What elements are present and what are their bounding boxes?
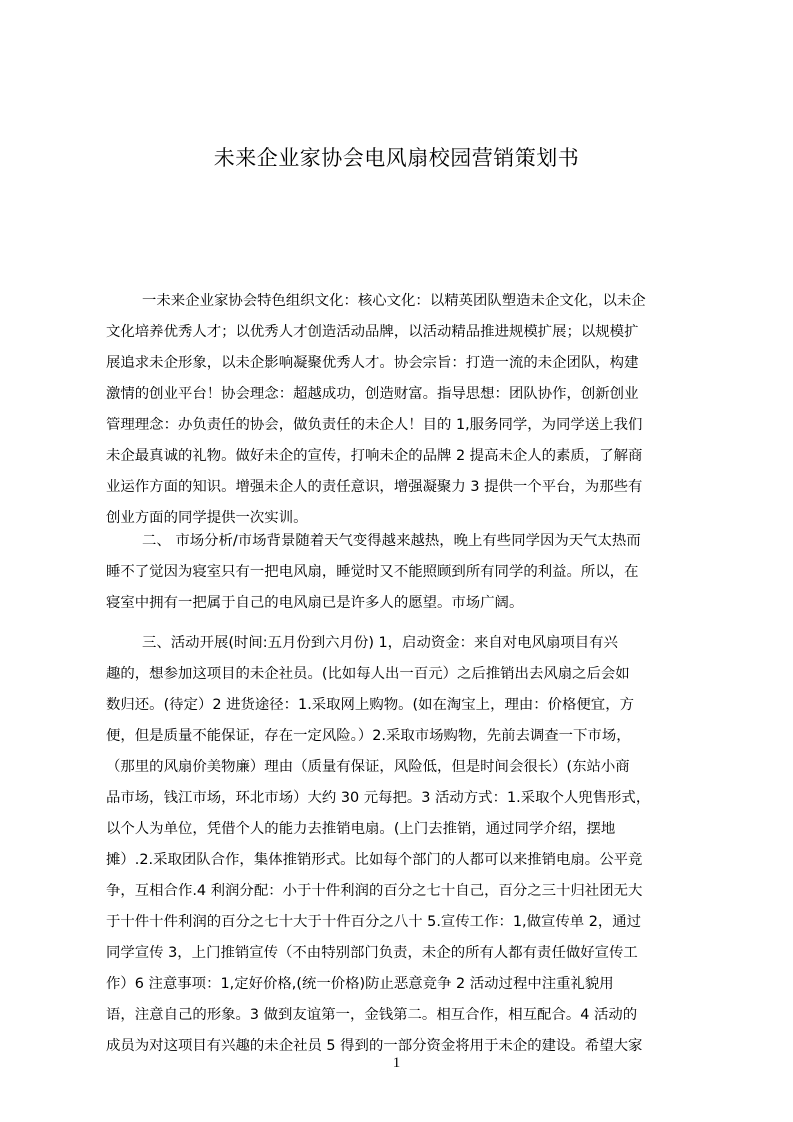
- text-line: 二、 市场分析/市场背景随着天气变得越来越热，晚上有些同学因为天气太热而: [142, 533, 641, 549]
- text-line: 摊）.2.采取团队合作，集体推销形式。比如每个部门的人都可以来推销电扇。公平竞: [106, 852, 643, 868]
- text-line: 管理理念：办负责任的协会，做负责任的未企人！目的 1,服务同学，为同学送上我们: [106, 417, 643, 433]
- text-line: 便，但是质量不能保证，存在一定风险。）2.采取市场购物，先前去调查一下市场，: [106, 728, 631, 744]
- document-title: 未来企业家协会电风扇校园营销策划书: [213, 146, 580, 170]
- text-line: 一未来企业家协会特色组织文化：核心文化：以精英团队塑造未企文化，以未企: [142, 293, 646, 309]
- text-line: 展追求未企形象，以未企影响凝聚优秀人才。协会宗旨：打造一流的未企团队，构建: [106, 355, 639, 371]
- text-line: 三、活动开展(时间:五月份到六月份) 1，启动资金：来自对电风扇项目有兴: [142, 635, 618, 651]
- text-line: 争，互相合作.4 利润分配：小于十件利润的百分之七十自己，百分之三十归社团无大: [106, 883, 643, 899]
- paragraph-market-analysis: [106, 526, 698, 619]
- text-line: 品市场，钱江市场，环北市场）大约 30 元每把。3 活动方式：1.采取个人兜售形式，: [106, 790, 651, 806]
- text-line: 寝室中拥有一把属于自己的电风扇已是许多人的愿望。市场广阔。: [106, 595, 524, 611]
- page-number: 1: [392, 1055, 401, 1071]
- text-line: 激情的创业平台！协会理念：超越成功，创造财富。指导思想：团队协作，创新创业: [106, 386, 639, 402]
- text-line: 语，注意自己的形象。3 做到友谊第一，金钱第二。相互合作，相互配合。4 活动的: [106, 1007, 638, 1023]
- paragraph-activity-plan: [106, 628, 698, 1062]
- paragraph-organization-culture: [106, 286, 698, 534]
- text-line: 同学宣传 3，上门推销宣传（不由特别部门负责，未企的所有人都有责任做好宣传工: [106, 945, 638, 961]
- text-line: 睡不了觉因为寝室只有一把电风扇，睡觉时又不能照顾到所有同学的利益。所以，在: [106, 564, 639, 580]
- text-line: 于十件十件利润的百分之七十大于十件百分之八十 5.宣传工作：1,做宣传单 2，通过: [106, 914, 642, 930]
- text-line: 成员为对这项目有兴趣的未企社员 5 得到的一部分资金将用于未企的建设。希望大家: [106, 1038, 643, 1054]
- text-line: （那里的风扇价美物廉）理由（质量有保证，风险低，但是时间会很长）(东站小商: [106, 759, 630, 775]
- text-line: 数归还。(待定）2 进货途径：1.采取网上购物。(如在淘宝上，理由：价格便宜，方: [106, 697, 634, 713]
- text-line: 以个人为单位，凭借个人的能力去推销电扇。(上门去推销，通过同学介绍，摆地: [106, 821, 616, 837]
- text-line: 创业方面的同学提供一次实训。: [106, 510, 308, 526]
- text-line: 未企最真诚的礼物。做好未企的宣传，打响未企的品牌 2 提高未企人的素质，了解商: [106, 448, 643, 464]
- text-line: 作）6 注意事项：1,定好价格,(统一价格)防止恶意竞争 2 活动过程中注重礼貌用: [106, 976, 614, 992]
- text-line: 业运作方面的知识。增强未企人的责任意识，增强凝聚力 3 提供一个平台，为那些有: [106, 479, 643, 495]
- text-line: 趣的，想参加这项目的未企社员。(比如每人出一百元）之后推销出去风扇之后会如: [106, 666, 630, 682]
- text-line: 文化培养优秀人才；以优秀人才创造活动品牌，以活动精品推进规模扩展；以规模扩: [106, 324, 639, 340]
